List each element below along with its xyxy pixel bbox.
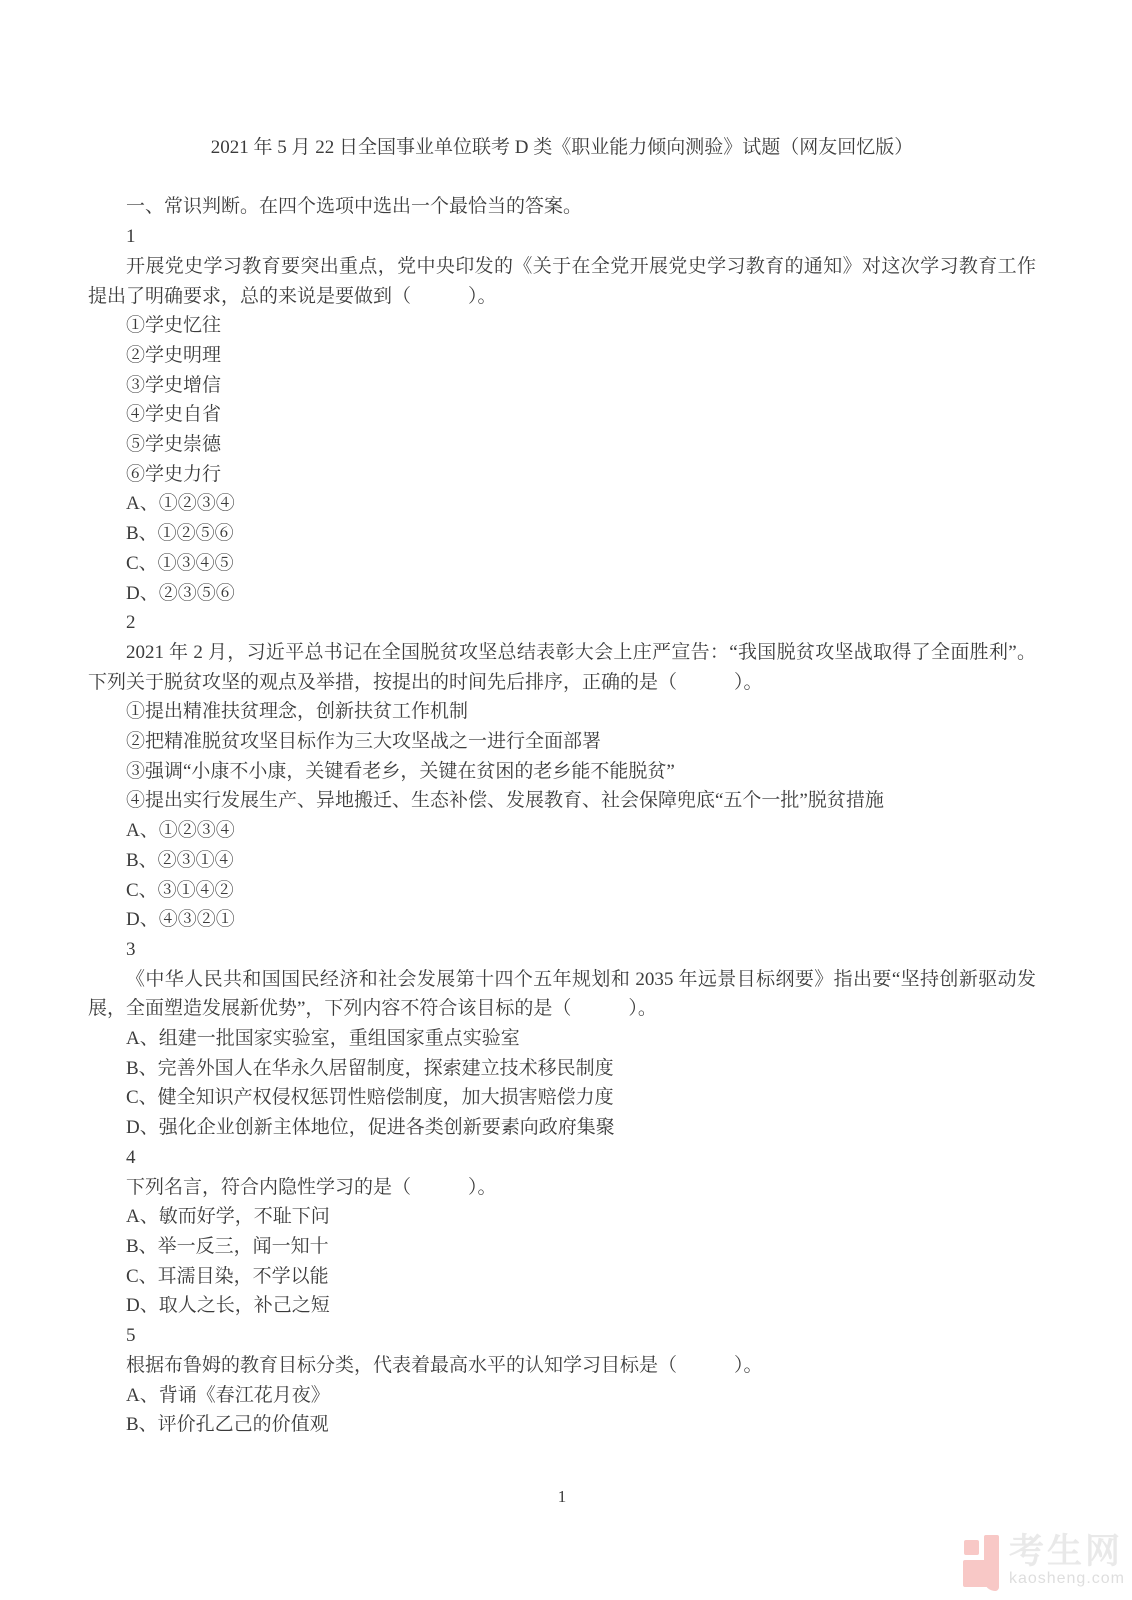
question-option: B、②③①④ [126,849,234,871]
question-option: D、②③⑤⑥ [126,582,235,604]
question-option: C、耳濡目染，不学以能 [126,1265,329,1287]
question-option: B、评价孔乙己的价值观 [126,1414,329,1436]
question-number: 2 [126,612,136,634]
kaosheng-watermark [963,1534,1125,1594]
question-item: ①提出精准扶贫理念，创新扶贫工作机制 [126,701,469,723]
question-block-5 [88,1321,1036,1440]
question-option: B、①②⑤⑥ [126,523,234,545]
question-item: ⑥学史力行 [126,463,222,485]
page-number: 1 [557,1487,567,1506]
question-stem: 下列名言，符合内隐性学习的是（ ）。 [126,1176,497,1198]
question-option: B、完善外国人在华永久居留制度，探索建立技术移民制度 [126,1057,614,1079]
question-option: C、健全知识产权侵权惩罚性赔偿制度，加大损害赔偿力度 [126,1087,614,1109]
question-item: ②把精准脱贫攻坚目标作为三大攻坚战之一进行全面部署 [126,731,602,753]
question-option: A、背诵《春江花月夜》 [126,1384,330,1406]
question-option: D、④③②① [126,909,235,931]
question-number: 3 [126,938,136,960]
watermark-domain: kaosheng.com [1008,1570,1125,1587]
question-option: C、③①④② [126,879,234,901]
question-item: ③学史增信 [126,374,222,396]
question-block-4 [88,1143,1036,1321]
kaosheng-logo-icon [963,1534,1000,1594]
question-item: ③强调“小康不小康，关键看老乡，关键在贫困的老乡能不能脱贫” [126,760,675,782]
question-number: 5 [126,1325,136,1347]
question-stem: 开展党史学习教育要突出重点，党中央印发的《关于在全党开展党史学习教育的通知》对这次学习教育工作提出了明确要求，总的来说是要做到（ ）。 [88,255,1036,307]
question-option: A、敏而好学，不耻下问 [126,1206,330,1228]
question-stem: 2021 年 2 月，习近平总书记在全国脱贫攻坚总结表彰大会上庄严宣告：“我国脱贫攻坚战取得了全面胜利”。下列关于脱贫攻坚的观点及举措，按提出的时间先后排序，正确的是（ ）。 [88,641,1036,693]
question-option: A、①②③④ [126,820,235,842]
question-block-3 [88,935,1036,1143]
question-item: ④提出实行发展生产、异地搬迁、生态补偿、发展教育、社会保障兜底“五个一批”脱贫措施 [126,790,884,812]
watermark-text [1009,1534,1125,1587]
question-option: D、取人之长，补己之短 [126,1295,330,1317]
question-option: C、①③④⑤ [126,552,234,574]
question-item: ④学史自省 [126,404,222,426]
question-stem: 根据布鲁姆的教育目标分类，代表着最高水平的认知学习目标是（ ）。 [126,1354,763,1376]
section-heading: 一、常识判断。在四个选项中选出一个最恰当的答案。 [126,196,583,218]
question-number: 4 [126,1146,136,1168]
watermark-brand: 考生网 [1008,1532,1123,1571]
question-option: A、①②③④ [126,493,235,515]
question-block-2 [88,608,1036,935]
question-option: B、举一反三，闻一知十 [126,1236,329,1257]
question-item: ②学史明理 [126,344,222,366]
exam-page [88,133,1036,1440]
question-block-1 [88,222,1036,608]
question-item: ①学史忆往 [126,315,222,337]
question-option: D、强化企业创新主体地位，促进各类创新要素向政府集聚 [126,1117,615,1139]
page-title: 2021 年 5 月 22 日全国事业单位联考 D 类《职业能力倾向测验》试题（网友回忆版） [210,137,914,158]
spacer [88,163,1036,193]
question-option: A、组建一批国家实验室，重组国家重点实验室 [126,1028,520,1050]
question-stem: 《中华人民共和国国民经济和社会发展第十四个五年规划和 2035 年远景目标纲要》指出要“坚持创新驱动发展，全面塑造发展新优势”，下列内容不符合该目标的是（ ）。 [88,968,1036,1020]
question-number: 1 [126,226,136,248]
question-item: ⑤学史崇德 [126,434,222,456]
